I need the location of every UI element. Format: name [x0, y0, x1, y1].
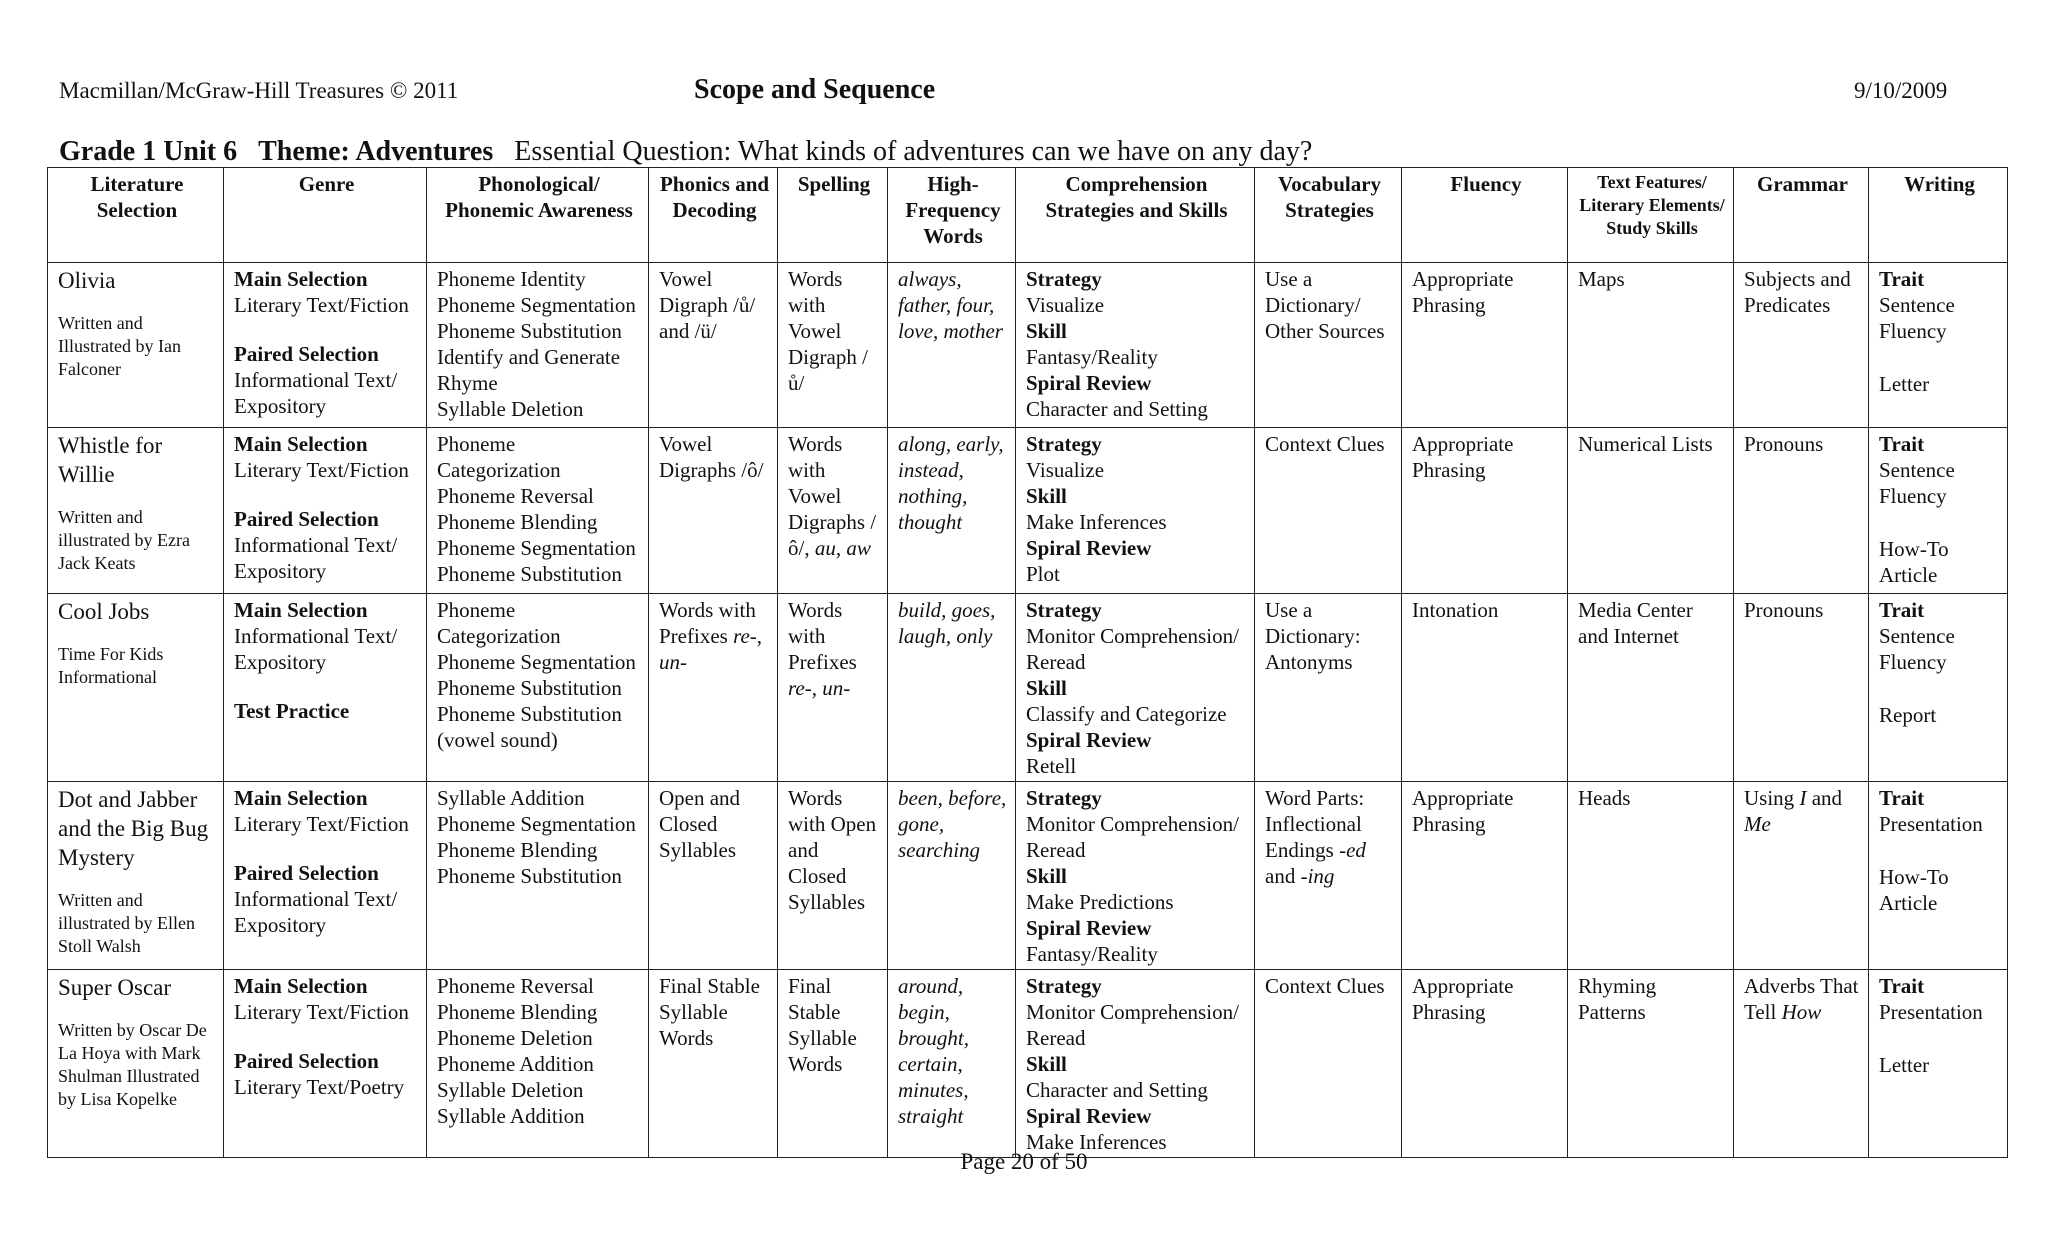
fluency-text: Appropriate Phrasing — [1412, 432, 1514, 482]
fluency-text: Appropriate Phrasing — [1412, 267, 1514, 317]
main-selection-label: Main Selection — [234, 974, 368, 998]
list-item: Phoneme Identity — [437, 267, 586, 291]
text-features-text: Numerical Lists — [1578, 432, 1713, 456]
phonics-cell — [649, 782, 778, 970]
trait-label: Trait — [1879, 598, 1925, 622]
spiral-review-text: Retell — [1026, 754, 1077, 778]
phonics-text: Vowel Digraphs /ô/ — [659, 432, 764, 482]
selection-title: Cool Jobs — [58, 599, 150, 624]
strategy-label: Strategy — [1026, 974, 1102, 998]
vocabulary-cell — [1255, 970, 1402, 1158]
list-item: Phoneme Substitution — [437, 676, 622, 700]
scope-sequence-table — [47, 167, 2008, 1158]
list-item: Phoneme Substitution — [437, 864, 622, 888]
list-item: Syllable Addition — [437, 786, 585, 810]
table-row — [48, 428, 2008, 594]
writing-cell — [1869, 263, 2008, 428]
phonological-cell — [427, 263, 649, 428]
skill-label: Skill — [1026, 484, 1067, 508]
spelling-cell — [778, 782, 888, 970]
writing-cell — [1869, 782, 2008, 970]
list-item: Identify and Generate Rhyme — [437, 345, 621, 395]
vocabulary-cell — [1255, 594, 1402, 782]
strategy-text: Monitor Comprehension/ Reread — [1026, 624, 1239, 674]
main-genre: Literary Text/Fiction — [234, 458, 409, 482]
fluency-cell — [1402, 970, 1568, 1158]
hfw-text: along, early, instead, nothing, thought — [898, 432, 1004, 534]
paired-selection-label: Paired Selection — [234, 861, 379, 885]
trait-text: Sentence Fluency — [1879, 624, 1955, 674]
list-item: Phoneme Substitution — [437, 319, 622, 343]
comprehension-cell — [1016, 782, 1255, 970]
table-row — [48, 782, 2008, 970]
selection-title: Super Oscar — [58, 975, 172, 1000]
text-features-text: Rhyming Patterns — [1578, 974, 1657, 1024]
comprehension-cell — [1016, 970, 1255, 1158]
trait-label: Trait — [1879, 786, 1925, 810]
hfw-text: build, goes, laugh, only — [898, 598, 996, 648]
fluency-cell — [1402, 782, 1568, 970]
col-literature-selection: Literature Selection — [48, 168, 224, 263]
genre-cell — [224, 428, 427, 594]
writing-cell — [1869, 970, 2008, 1158]
table-row — [48, 263, 2008, 428]
genre-cell — [224, 970, 427, 1158]
fluency-text: Appropriate Phrasing — [1412, 974, 1514, 1024]
grammar-cell — [1734, 594, 1869, 782]
text-features-cell — [1568, 263, 1734, 428]
col-fluency: Fluency — [1402, 168, 1568, 263]
list-item: Phoneme Substitution — [437, 562, 622, 586]
spiral-review-label: Spiral Review — [1026, 371, 1152, 395]
list-item: Phoneme Blending — [437, 510, 598, 534]
paired-selection-label: Paired Selection — [234, 342, 379, 366]
grammar-conjunction: and — [1811, 786, 1843, 810]
hfw-text: been, before, gone, searching — [898, 786, 1007, 862]
spelling-text: Words with Vowel Digraph /ů/ — [788, 267, 868, 395]
main-genre: Literary Text/Fiction — [234, 812, 409, 836]
selection-title: Dot and Jabber and the Big Bug Mystery — [58, 787, 209, 870]
text-features-text: Maps — [1578, 267, 1625, 291]
table-row — [48, 594, 2008, 782]
spiral-review-label: Spiral Review — [1026, 1104, 1152, 1128]
skill-text: Fantasy/Reality — [1026, 345, 1158, 369]
vocabulary-text: Context Clues — [1265, 432, 1385, 456]
skill-text: Character and Setting — [1026, 1078, 1208, 1102]
document-title: Scope and Sequence — [694, 74, 936, 105]
phonics-text: Open and Closed Syllables — [659, 786, 741, 862]
writing-cell — [1869, 594, 2008, 782]
grade-unit: Grade 1 Unit 6 — [59, 136, 238, 167]
writing-form: Letter — [1879, 372, 1930, 396]
spelling-pattern: au, aw — [814, 536, 871, 560]
selection-title: Whistle for Willie — [58, 433, 163, 487]
spelling-cell — [778, 428, 888, 594]
genre-cell — [224, 782, 427, 970]
writing-form: How-To Article — [1879, 865, 1949, 915]
trait-text: Sentence Fluency — [1879, 458, 1955, 508]
list-item: Phoneme Segmentation — [437, 650, 636, 674]
page-number: Page 20 of 50 — [960, 1149, 1088, 1174]
selection-title: Olivia — [58, 268, 116, 293]
literature-cell — [48, 970, 224, 1158]
writing-cell — [1869, 428, 2008, 594]
grammar-word: I — [1799, 786, 1807, 810]
strategy-text: Monitor Comprehension/ Reread — [1026, 812, 1239, 862]
writing-form: How-To Article — [1879, 537, 1949, 587]
paired-genre: Literary Text/Poetry — [234, 1075, 405, 1099]
writing-form: Report — [1879, 703, 1937, 727]
col-spelling: Spelling — [778, 168, 888, 263]
list-item: Syllable Deletion — [437, 1078, 584, 1102]
fluency-text: Intonation — [1412, 598, 1499, 622]
comprehension-cell — [1016, 594, 1255, 782]
spiral-review-label: Spiral Review — [1026, 728, 1152, 752]
skill-text: Make Predictions — [1026, 890, 1174, 914]
grammar-text: Pronouns — [1744, 432, 1824, 456]
list-item: Syllable Addition — [437, 1104, 585, 1128]
list-item: Phoneme Segmentation — [437, 293, 636, 317]
hfw-cell — [888, 428, 1016, 594]
skill-label: Skill — [1026, 676, 1067, 700]
list-item: Phoneme Addition — [437, 1052, 594, 1076]
skill-text: Classify and Categorize — [1026, 702, 1227, 726]
list-item: Phoneme Blending — [437, 1000, 598, 1024]
genre-cell — [224, 594, 427, 782]
col-writing: Writing — [1869, 168, 2008, 263]
unit-theme: Theme: Adventures — [258, 136, 494, 167]
text-features-text: Media Center and Internet — [1578, 598, 1693, 648]
grammar-text: Pronouns — [1744, 598, 1824, 622]
list-item: Phoneme Segmentation — [437, 536, 636, 560]
text-features-cell — [1568, 970, 1734, 1158]
list-item: Phoneme Deletion — [437, 1026, 593, 1050]
trait-text: Presentation — [1879, 812, 1983, 836]
spelling-text: Words with Open and Closed Syllables — [788, 786, 877, 914]
skill-label: Skill — [1026, 319, 1067, 343]
trait-label: Trait — [1879, 432, 1925, 456]
publisher-line: Macmillan/McGraw-Hill Treasures © 2011 — [59, 78, 459, 103]
selection-byline: Written by Oscar De La Hoya with Mark Shulman Illustrated by Lisa Kopelke — [58, 1020, 207, 1109]
phonics-cell — [649, 428, 778, 594]
phonics-text: Vowel Digraph /ů/ and /ü/ — [659, 267, 756, 343]
skill-text: Make Inferences — [1026, 510, 1167, 534]
spiral-review-label: Spiral Review — [1026, 916, 1152, 940]
spiral-review-label: Spiral Review — [1026, 536, 1152, 560]
grammar-cell — [1734, 782, 1869, 970]
col-grammar: Grammar — [1734, 168, 1869, 263]
paired-genre: Informational Text/ Expository — [234, 368, 398, 418]
test-practice-label: Test Practice — [234, 699, 350, 723]
list-item: Phoneme Categorization — [437, 432, 561, 482]
phonological-cell — [427, 782, 649, 970]
fluency-cell — [1402, 263, 1568, 428]
fluency-cell — [1402, 594, 1568, 782]
literature-cell — [48, 428, 224, 594]
phonological-cell — [427, 970, 649, 1158]
trait-label: Trait — [1879, 267, 1925, 291]
vocabulary-text: Use a Dictionary: Antonyms — [1265, 598, 1361, 674]
strategy-label: Strategy — [1026, 786, 1102, 810]
main-genre: Literary Text/Fiction — [234, 1000, 409, 1024]
list-item: Phoneme Reversal — [437, 974, 594, 998]
fluency-cell — [1402, 428, 1568, 594]
paired-selection-label: Paired Selection — [234, 1049, 379, 1073]
spelling-text: Words with Vowel Digraphs /ô/, — [788, 432, 877, 560]
selection-byline: Written and illustrated by Ezra Jack Keats — [58, 507, 190, 573]
hfw-cell — [888, 594, 1016, 782]
grammar-word: Me — [1744, 812, 1771, 836]
strategy-label: Strategy — [1026, 598, 1102, 622]
comprehension-cell — [1016, 428, 1255, 594]
strategy-text: Monitor Comprehension/ Reread — [1026, 1000, 1239, 1050]
main-selection-label: Main Selection — [234, 786, 368, 810]
col-vocabulary-strategies: Vocabulary Strategies — [1255, 168, 1402, 263]
spelling-cell — [778, 594, 888, 782]
spelling-pattern: re-, un- — [788, 676, 851, 700]
main-genre: Informational Text/ Expository — [234, 624, 398, 674]
phonics-text: Words with Prefixes — [659, 598, 756, 648]
trait-text: Presentation — [1879, 1000, 1983, 1024]
vocabulary-conjunction: and — [1265, 864, 1296, 888]
document-date: 9/10/2009 — [1854, 78, 1948, 103]
selection-byline: Written and illustrated by Ellen Stoll Walsh — [58, 890, 195, 956]
phonics-cell — [649, 594, 778, 782]
spelling-text: Final Stable Syllable Words — [788, 974, 857, 1076]
main-selection-label: Main Selection — [234, 267, 368, 291]
grammar-text: Adverbs That Tell — [1744, 974, 1859, 1024]
vocabulary-text: Context Clues — [1265, 974, 1385, 998]
writing-form: Letter — [1879, 1053, 1930, 1077]
list-item: Phoneme Segmentation — [437, 812, 636, 836]
phonological-cell — [427, 428, 649, 594]
text-features-cell — [1568, 782, 1734, 970]
column-header-row — [48, 168, 2008, 263]
grammar-cell — [1734, 428, 1869, 594]
list-item: Phoneme Categorization — [437, 598, 561, 648]
col-genre: Genre — [224, 168, 427, 263]
col-comprehension: Comprehension Strategies and Skills — [1016, 168, 1255, 263]
paired-genre: Informational Text/ Expository — [234, 533, 398, 583]
vocabulary-cell — [1255, 263, 1402, 428]
literature-cell — [48, 263, 224, 428]
text-features-text: Heads — [1578, 786, 1631, 810]
main-selection-label: Main Selection — [234, 598, 368, 622]
spiral-review-text: Fantasy/Reality — [1026, 942, 1158, 966]
strategy-text: Visualize — [1026, 458, 1105, 482]
literature-cell — [48, 594, 224, 782]
phonological-cell — [427, 594, 649, 782]
grammar-text: Subjects and Predicates — [1744, 267, 1851, 317]
grammar-text: Using — [1744, 786, 1795, 810]
text-features-cell — [1568, 428, 1734, 594]
spiral-review-text: Plot — [1026, 562, 1060, 586]
list-item: Syllable Deletion — [437, 397, 584, 421]
col-phonics-decoding: Phonics and Decoding — [649, 168, 778, 263]
vocabulary-cell — [1255, 428, 1402, 594]
text-features-cell — [1568, 594, 1734, 782]
hfw-cell — [888, 263, 1016, 428]
vocabulary-suffix: -ing — [1300, 864, 1335, 888]
spelling-cell — [778, 970, 888, 1158]
col-text-features: Text Features/ Literary Elements/ Study Skills — [1568, 168, 1734, 263]
list-item: Phoneme Reversal — [437, 484, 594, 508]
comprehension-cell — [1016, 263, 1255, 428]
vocabulary-suffix: -ed — [1339, 838, 1366, 862]
spiral-review-text: Make Inferences — [1026, 1130, 1167, 1154]
literature-cell — [48, 782, 224, 970]
spelling-cell — [778, 263, 888, 428]
phonics-text: Final Stable Syllable Words — [659, 974, 760, 1050]
hfw-text: around, begin, brought, certain, minutes, straight — [898, 974, 969, 1128]
vocabulary-text: Word Parts: Inflectional Endings — [1265, 786, 1365, 862]
table-row — [48, 970, 2008, 1158]
vocabulary-text: Use a Dictionary/ Other Sources — [1265, 267, 1385, 343]
selection-byline: Time For Kids Informational — [58, 644, 164, 687]
genre-cell — [224, 263, 427, 428]
fluency-text: Appropriate Phrasing — [1412, 786, 1514, 836]
col-phonological-awareness: Phonological/ Phonemic Awareness — [427, 168, 649, 263]
trait-label: Trait — [1879, 974, 1925, 998]
phonics-cell — [649, 263, 778, 428]
hfw-cell — [888, 970, 1016, 1158]
vocabulary-cell — [1255, 782, 1402, 970]
unit-heading — [59, 136, 1312, 168]
skill-label: Skill — [1026, 1052, 1067, 1076]
spelling-text: Words with Prefixes — [788, 598, 857, 674]
grammar-word: How — [1781, 1000, 1822, 1024]
list-item: Phoneme Substitution (vowel sound) — [437, 702, 622, 752]
grammar-cell — [1734, 970, 1869, 1158]
trait-text: Sentence Fluency — [1879, 293, 1955, 343]
phonics-cell — [649, 970, 778, 1158]
main-selection-label: Main Selection — [234, 432, 368, 456]
paired-genre: Informational Text/ Expository — [234, 887, 398, 937]
strategy-text: Visualize — [1026, 293, 1105, 317]
list-item: Phoneme Blending — [437, 838, 598, 862]
strategy-label: Strategy — [1026, 432, 1102, 456]
hfw-cell — [888, 782, 1016, 970]
spiral-review-text: Character and Setting — [1026, 397, 1208, 421]
hfw-text: always, father, four, love, mother — [898, 267, 1003, 343]
phonics-pattern: re-, un- — [659, 624, 763, 674]
essential-question: Essential Question: What kinds of adventures can we have on any day? — [514, 136, 1313, 167]
paired-selection-label: Paired Selection — [234, 507, 379, 531]
selection-byline: Written and Illustrated by Ian Falconer — [58, 313, 181, 379]
skill-label: Skill — [1026, 864, 1067, 888]
col-high-frequency-words: High-Frequency Words — [888, 168, 1016, 263]
main-genre: Literary Text/Fiction — [234, 293, 409, 317]
grammar-cell — [1734, 263, 1869, 428]
strategy-label: Strategy — [1026, 267, 1102, 291]
